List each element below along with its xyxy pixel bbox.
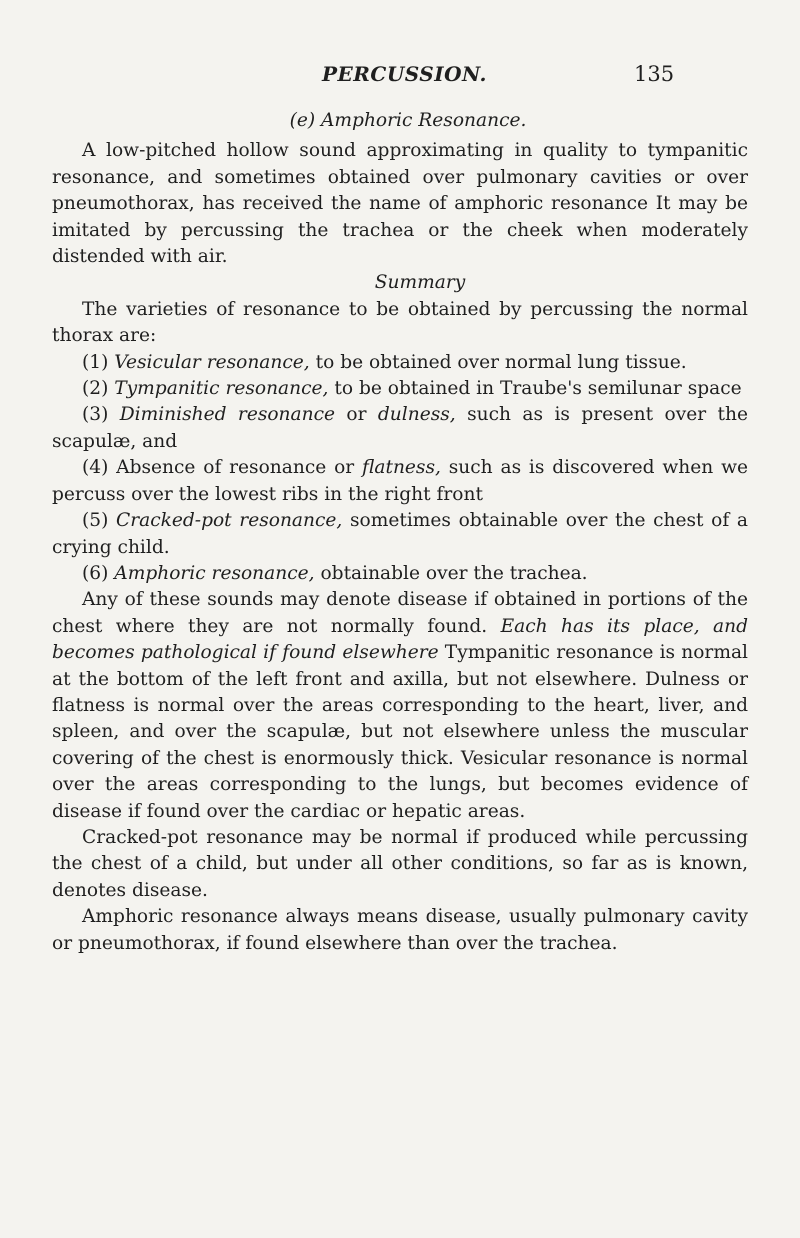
running-head	[0, 62, 800, 92]
running-title: PERCUSSION.	[322, 62, 487, 86]
summary-intro: The varieties of resonance to be obtained by percussing the normal thorax are:	[52, 298, 748, 347]
list-item: (2) Tympanitic resonance, to be obtained in Traube's semilunar space	[82, 378, 742, 400]
summary-heading: Summary	[374, 272, 466, 294]
summary-paragraph-3: Amphoric resonance always means disease, usually pulmonary cavity or pneumothorax, if found elsewhere than over the trachea.	[52, 906, 748, 954]
list-item: (3) Diminished resonance or dulness, such as is present over the scapulæ, and	[52, 404, 748, 452]
section-heading: (e) Amphoric Resonance.	[289, 110, 527, 131]
page-number: 135	[634, 62, 675, 86]
summary-paragraph-2: Cracked-pot resonance may be normal if produced while percussing the chest of a child, but under all other conditions, so far as is known, denotes disease.	[52, 826, 748, 901]
list-item: (6) Amphoric resonance, obtainable over the trachea.	[82, 562, 588, 584]
body-text	[52, 108, 748, 957]
summary-paragraph-1: Any of these sounds may denote disease if obtained in portions of the chest where they are not normally found. Each has its place, and becomes pathological if found elsewhere Tympanitic resonance is normal at the bottom of the left front and axilla, but not elsewhere. Dulness or flatness is normal over the areas corresponding to the heart, liver, and spleen, and over the scapulæ, but not elsewhere unless the muscular covering of the chest is enormously thick. Vesicular resonance is normal over the areas corresponding to the lungs, but becomes evidence of disease if found over the cardiac or hepatic areas.	[52, 589, 749, 822]
list-item: (1) Vesicular resonance, to be obtained over normal lung tissue.	[82, 351, 687, 373]
list-item: (5) Cracked-pot resonance, sometimes obtainable over the chest of a crying child.	[52, 510, 749, 558]
section-paragraph: A low-pitched hollow sound approximating in quality to tympanitic resonance, and sometimes obtained over pulmonary cavities or over pneumothorax, has received the name of amphoric resonance It may be imitated by percussing the trachea or the cheek when moderately distended with air.	[52, 140, 748, 268]
list-item: (4) Absence of resonance or flatness, such as is discovered when we percuss over the lowest ribs in the right front	[52, 457, 748, 505]
